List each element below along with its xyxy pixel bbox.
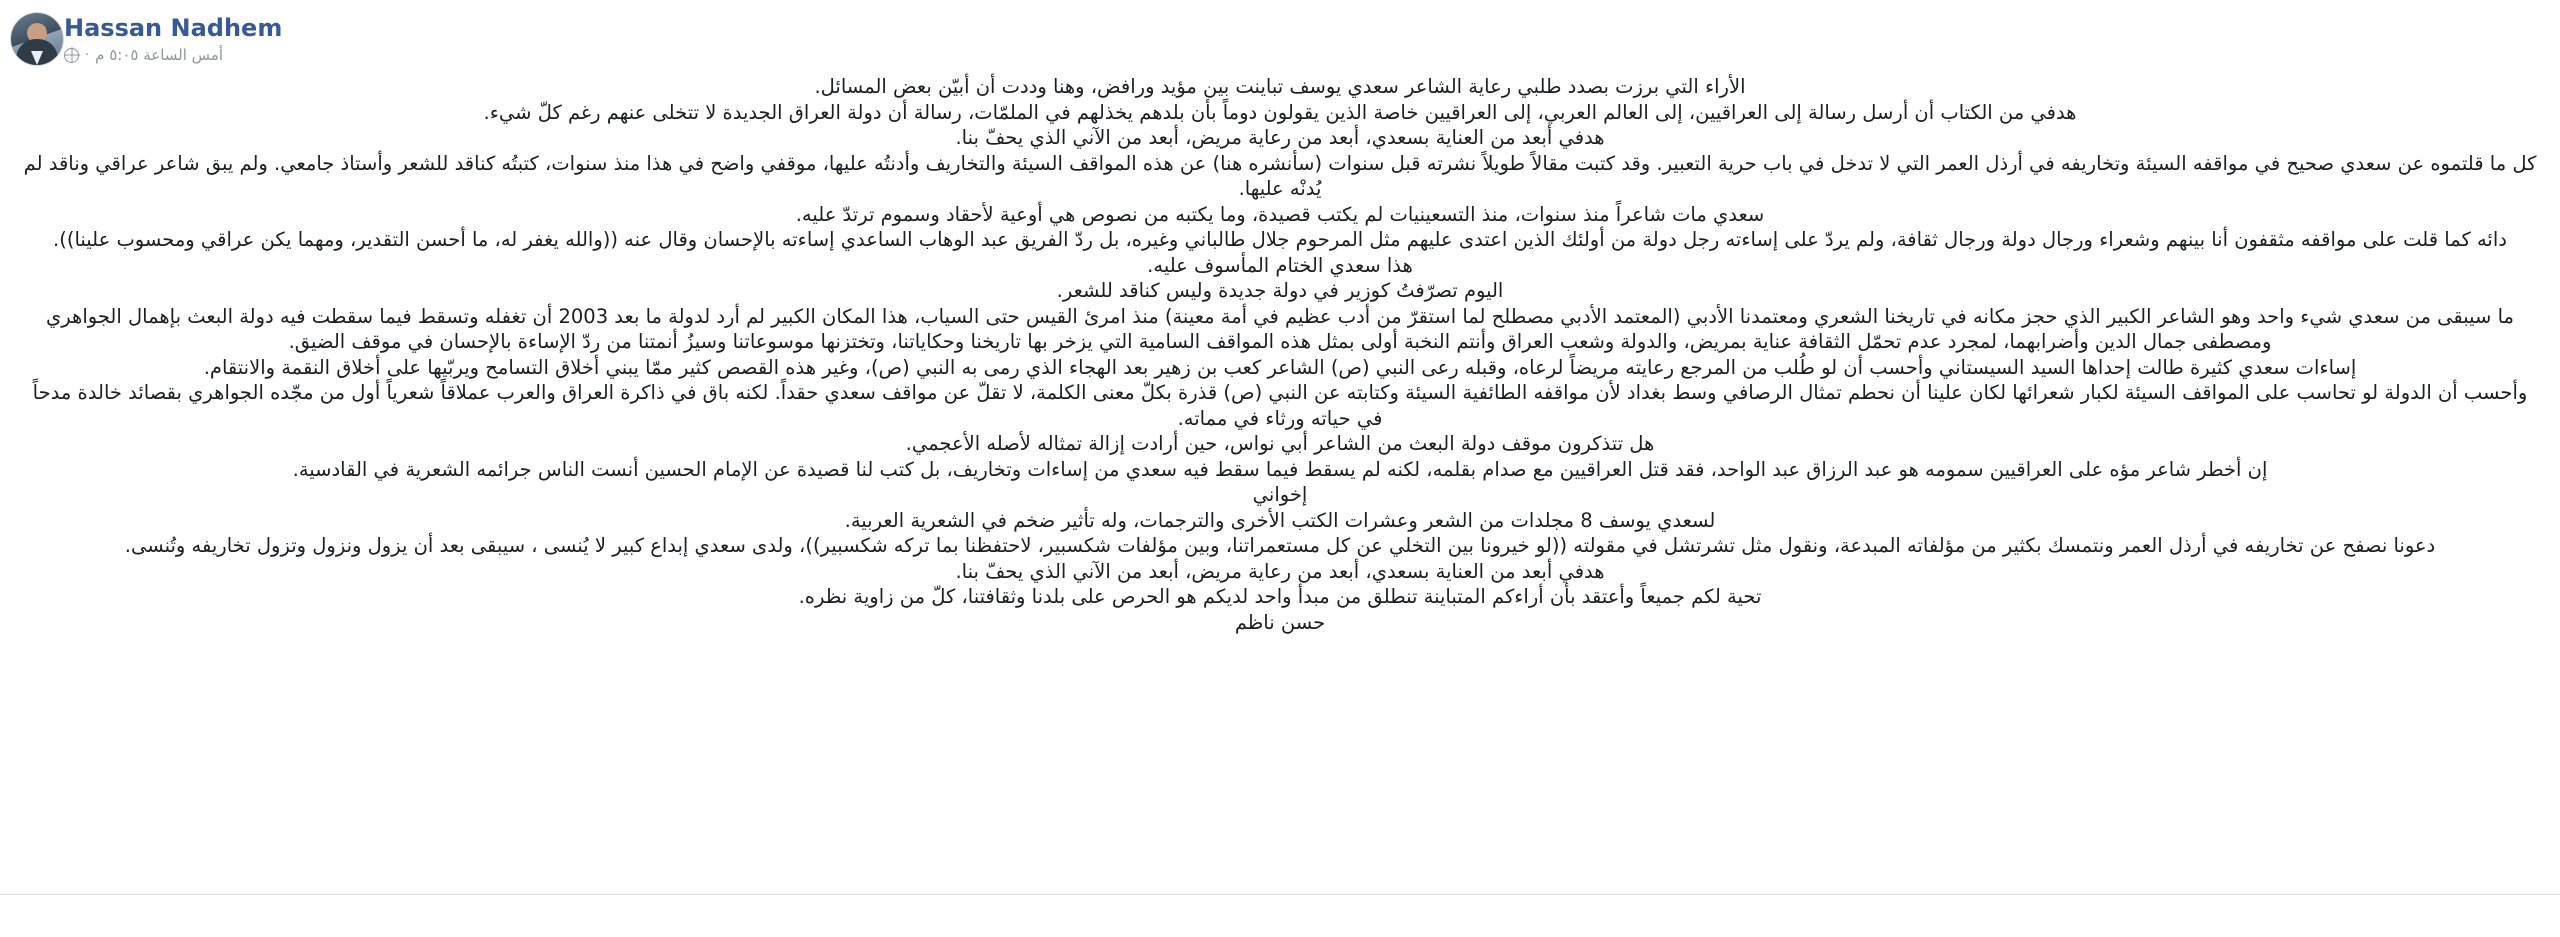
post-paragraph: هدفي أبعد من العناية بسعدي، أبعد من رعاية مريض، أبعد من الآني الذي يحفّ بنا. (955, 559, 1605, 583)
post-paragraph: الأراء التي برزت بصدد طلبي رعاية الشاعر سعدي يوسف تباينت بين مؤيد ورافض، وهنا وددت أن أبيّن بعض المسائل. (814, 75, 1746, 98)
post-paragraph: حسن ناظم (1234, 610, 1326, 634)
post-paragraph: كل ما قلتموه عن سعدي صحيح في مواقفه السيئة وتخاريفه في أرذل العمر التي لا تدخل في باب حرية التعبير. وقد كتبت مقالاً طويلاً نشرته قبل سنوات (سأنشره هنا) عن هذه المواقف السيئة والتخاريف وأدنتُه عليها، موقفي واضح في هذا منذ سنوات، كتبتُه كناقد للشعر وأستاذ جامعي. ولم يبق شاعر عراقي وناقد لم يُدنْه عليها. (23, 151, 2537, 200)
author-block (64, 14, 282, 64)
post-paragraph: إخواني (1252, 483, 1308, 506)
post-paragraph: إن أخطر شاعر مؤه على العراقيين سمومه هو عبد الرزاق عبد الواحد، فقد قتل العراقيين مع صدام بقلمه، لكنه لم يسقط فيما سقط فيه سعدي من إساءات وتخاريف، بل كتب لنا قصيدة عن الإمام الحسين أنست الناس جرائمه الشعرية في القادسية. (292, 457, 2268, 481)
post-meta (64, 46, 223, 64)
post-paragraph: إساءات سعدي كثيرة طالت إحداها السيد السيستاني وأحسب أن لو طُلب من المرجع رعايته مريضاً لرعاه، وقبله رعى النبي (ص) الشاعر كعب بن زهير بعد الهجاء الذي رمى به النبي (ص)، وغير هذه القصص كثير ممّا يبني أخلاق التسامح ويربّيها على أخلاق النقمة والانتقام. (203, 355, 2357, 379)
post-paragraph: هذا سعدي الختام المأسوف عليه. (1147, 253, 1413, 277)
post-paragraph: دائه كما قلت على مواقفه مثقفون أنا بينهم وشعراء ورجال دولة ورجال ثقافة، ولم يردّ على إساءته رجل دولة من أولئك الذين اعتدى عليهم مثل المرحوم جلال طالباني وغيره، بل ردّ الفريق عبد الوهاب الساعدي إساءته بالإحسان وقال عنه ((والله يغفر له، ما أحسن التقدير، ومهما يكن عراقي ومحسوب علينا)). (53, 228, 2507, 251)
post-body (0, 70, 2560, 635)
post-paragraph: ما سيبقى من سعدي شيء واحد وهو الشاعر الكبير الذي حجز مكانه في تاريخنا الشعري ومعتمدنا الأدبي (المعتمد الأدبي مصطلح لما استقرّ من أدب عظيم في أمة معينة) منذ امرئ القيس حتى السياب، هذا المكان الكبير لم أرد لدولة ما بعد 2003 أن تغفله وتسقط فيما سقطت فيه دولة البعث بإهمال الجواهري ومصطفى جمال الدين وأضرابهما، لمجرد عدم تحمّل الثقافة عناية بمريض، والدولة وشعب العراق وأنتم النخبة أولى بمثل هذه المواقف السامية التي يزخر بها تاريخنا وحكاياتنا، وتختزنها موسوعاتنا وسيزُ أنمتنا من ردّ الإساءة بالإحسان في موقف الضيق. (46, 304, 2514, 353)
globe-icon[interactable] (64, 48, 79, 63)
post-footer-divider (0, 894, 2560, 937)
post-timestamp[interactable]: أمس الساعة ٥:٠٥ م (95, 46, 223, 64)
author-name[interactable]: Hassan Nadhem (64, 14, 283, 42)
post-paragraph: هدفي من الكتاب أن أرسل رسالة إلى العراقيين، إلى العالم العربي، إلى العراقيين خاصة الذين يقولون دوماً بأن بلدهم يخذلهم في الملمّات، رسالة أن دولة العراق الجديدة لا تتخلى عنهم رغم كلّ شيء. (483, 100, 2077, 124)
post-header (0, 0, 2560, 70)
post-paragraph: سعدي مات شاعراً منذ سنوات، منذ التسعينيات لم يكتب قصيدة، وما يكتبه من نصوص هي أوعية لأحقاد وسموم ترتدّ عليه. (795, 202, 1765, 226)
post-paragraph: تحية لكم جميعاً وأعتقد بأن أراءكم المتباينة تنطلق من مبدأ واحد لديكم هو الحرص على بلدنا وثقافتنا، كلّ من زاوية نظره. (798, 585, 1762, 608)
post-paragraph: لسعدي يوسف 8 مجلدات من الشعر وعشرات الكتب الأخرى والترجمات، وله تأثير ضخم في الشعرية العربية. (844, 508, 1716, 532)
post-paragraph: دعونا نصفح عن تخاريفه في أرذل العمر ونتمسك بكثير من مؤلفاته المبدعة، ونقول مثل تشرتشل في مقولته ((لو خيرونا بين التخلي عن كل مستعمراتنا، وبين مؤلفات شكسبير، لاحتفظنا بما تركه شكسبير))، ولدى سعدي إبداع كبير لا يُنسى ، سيبقى بعد أن يزول ونزول وتزول تخاريفه وتُنسى. (124, 534, 2436, 557)
post-paragraph: هل تتذكرون موقف دولة البعث من الشاعر أبي نواس، حين أرادت إزالة تمثاله لأصله الأعجمي. (905, 432, 1655, 455)
avatar[interactable] (10, 12, 64, 66)
post-paragraph: اليوم تصرّفتُ كوزير في دولة جديدة وليس كناقد للشعر. (1056, 279, 1504, 302)
post-paragraph: هدفي أبعد من العناية بسعدي، أبعد من رعاية مريض، أبعد من الآني الذي يحفّ بنا. (955, 126, 1605, 149)
meta-separator: · (85, 47, 90, 63)
post-paragraph: وأحسب أن الدولة لو تحاسب على المواقف السيئة لكبار شعرائها لكان علينا أن نحطم تمثال الرصافي وسط بغداد لأن مواقفه الطائفية السيئة وكتابته عن النبي (ص) قذرة بكلّ معنى الكلمة، لا تقلّ عن مواقف سعدي حقداً. لكنه باق في ذاكرة العراق والعرب عملاقاً شعرياً أول من مجّده الجواهري بقصائد خالدة مدحاً في حياته ورثاء في مماته. (32, 381, 2528, 430)
